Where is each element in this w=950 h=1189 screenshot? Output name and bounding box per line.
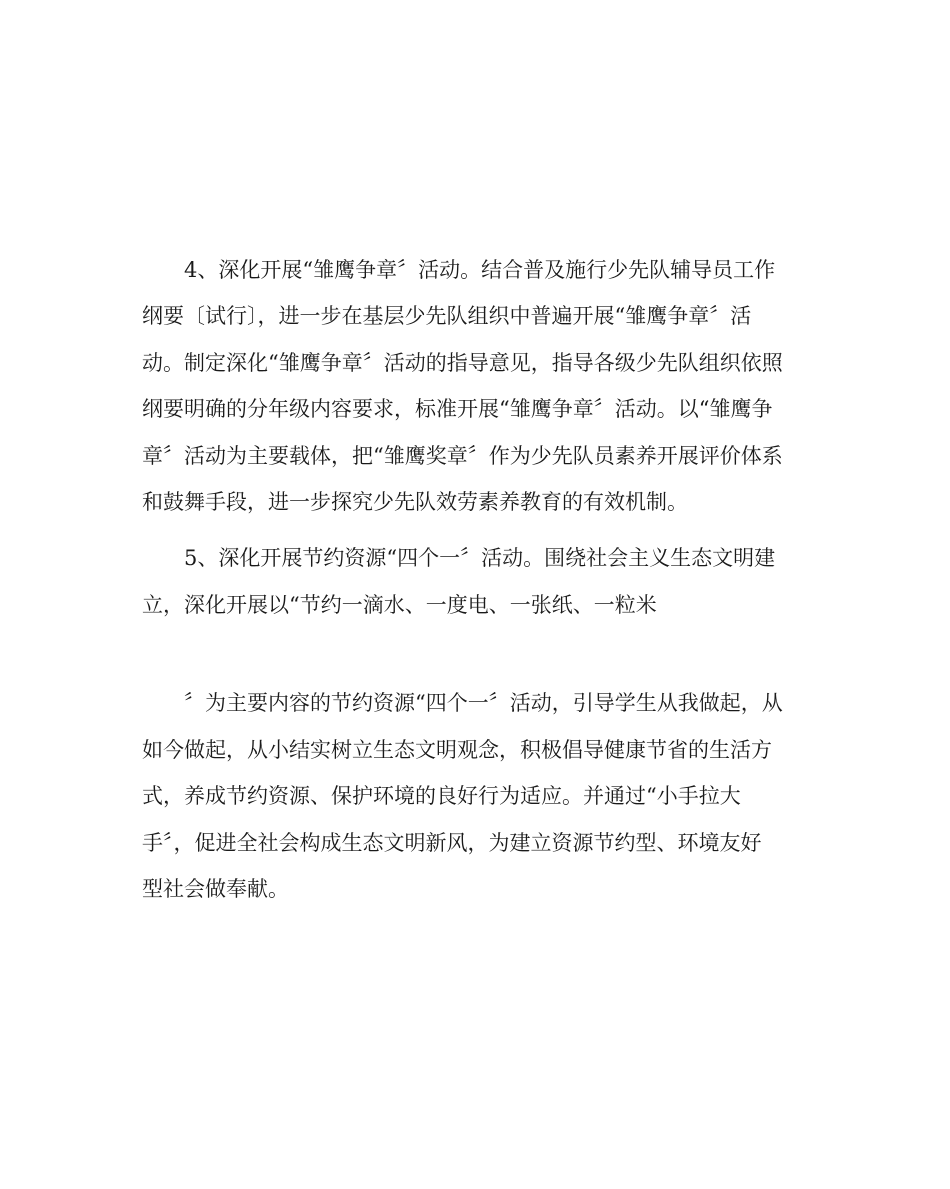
text-line: 手〞，促进全社会构成生态文明新风，为建立资源节约型、环境友好 (142, 831, 762, 855)
text-line: 5、深化开展节约资源“四个一〞活动。围绕社会主义生态文明建 (184, 546, 776, 570)
text-line: 如今做起，从小结实树立生态文明观念，积极倡导健康节省的生活方 (142, 738, 772, 762)
text-line: 纲要明确的分年级内容要求，标准开展“雏鹰争章〞活动。以“雏鹰争 (142, 397, 773, 421)
text-line: 动。制定深化“雏鹰争章〞活动的指导意见，指导各级少先队组织依照 (142, 351, 783, 375)
text-line: 立，深化开展以“节约一滴水、一度电、一张纸、一粒米 (142, 593, 657, 617)
text-line: 纲要〔试行〕，进一步在基层少先队组织中普遍开展“雏鹰争章〞活 (142, 304, 752, 328)
text-line: 式，养成节约资源、保护环境的良好行为适应。并通过“小手拉大 (142, 784, 741, 808)
text-line: 章〞活动为主要载体，把“雏鹰奖章〞作为少先队员素养开展评价体系 (142, 444, 783, 468)
text-line: 4、深化开展“雏鹰争章〞活动。结合普及施行少先队辅导员工作 (184, 258, 776, 282)
text-line: 型社会做奉献。 (142, 877, 289, 901)
text-line: 〞为主要内容的节约资源“四个一〞活动，引导学生从我做起，从 (184, 691, 783, 715)
text-line: 和鼓舞手段，进一步探究少先队效劳素养教育的有效机制。 (142, 490, 688, 514)
